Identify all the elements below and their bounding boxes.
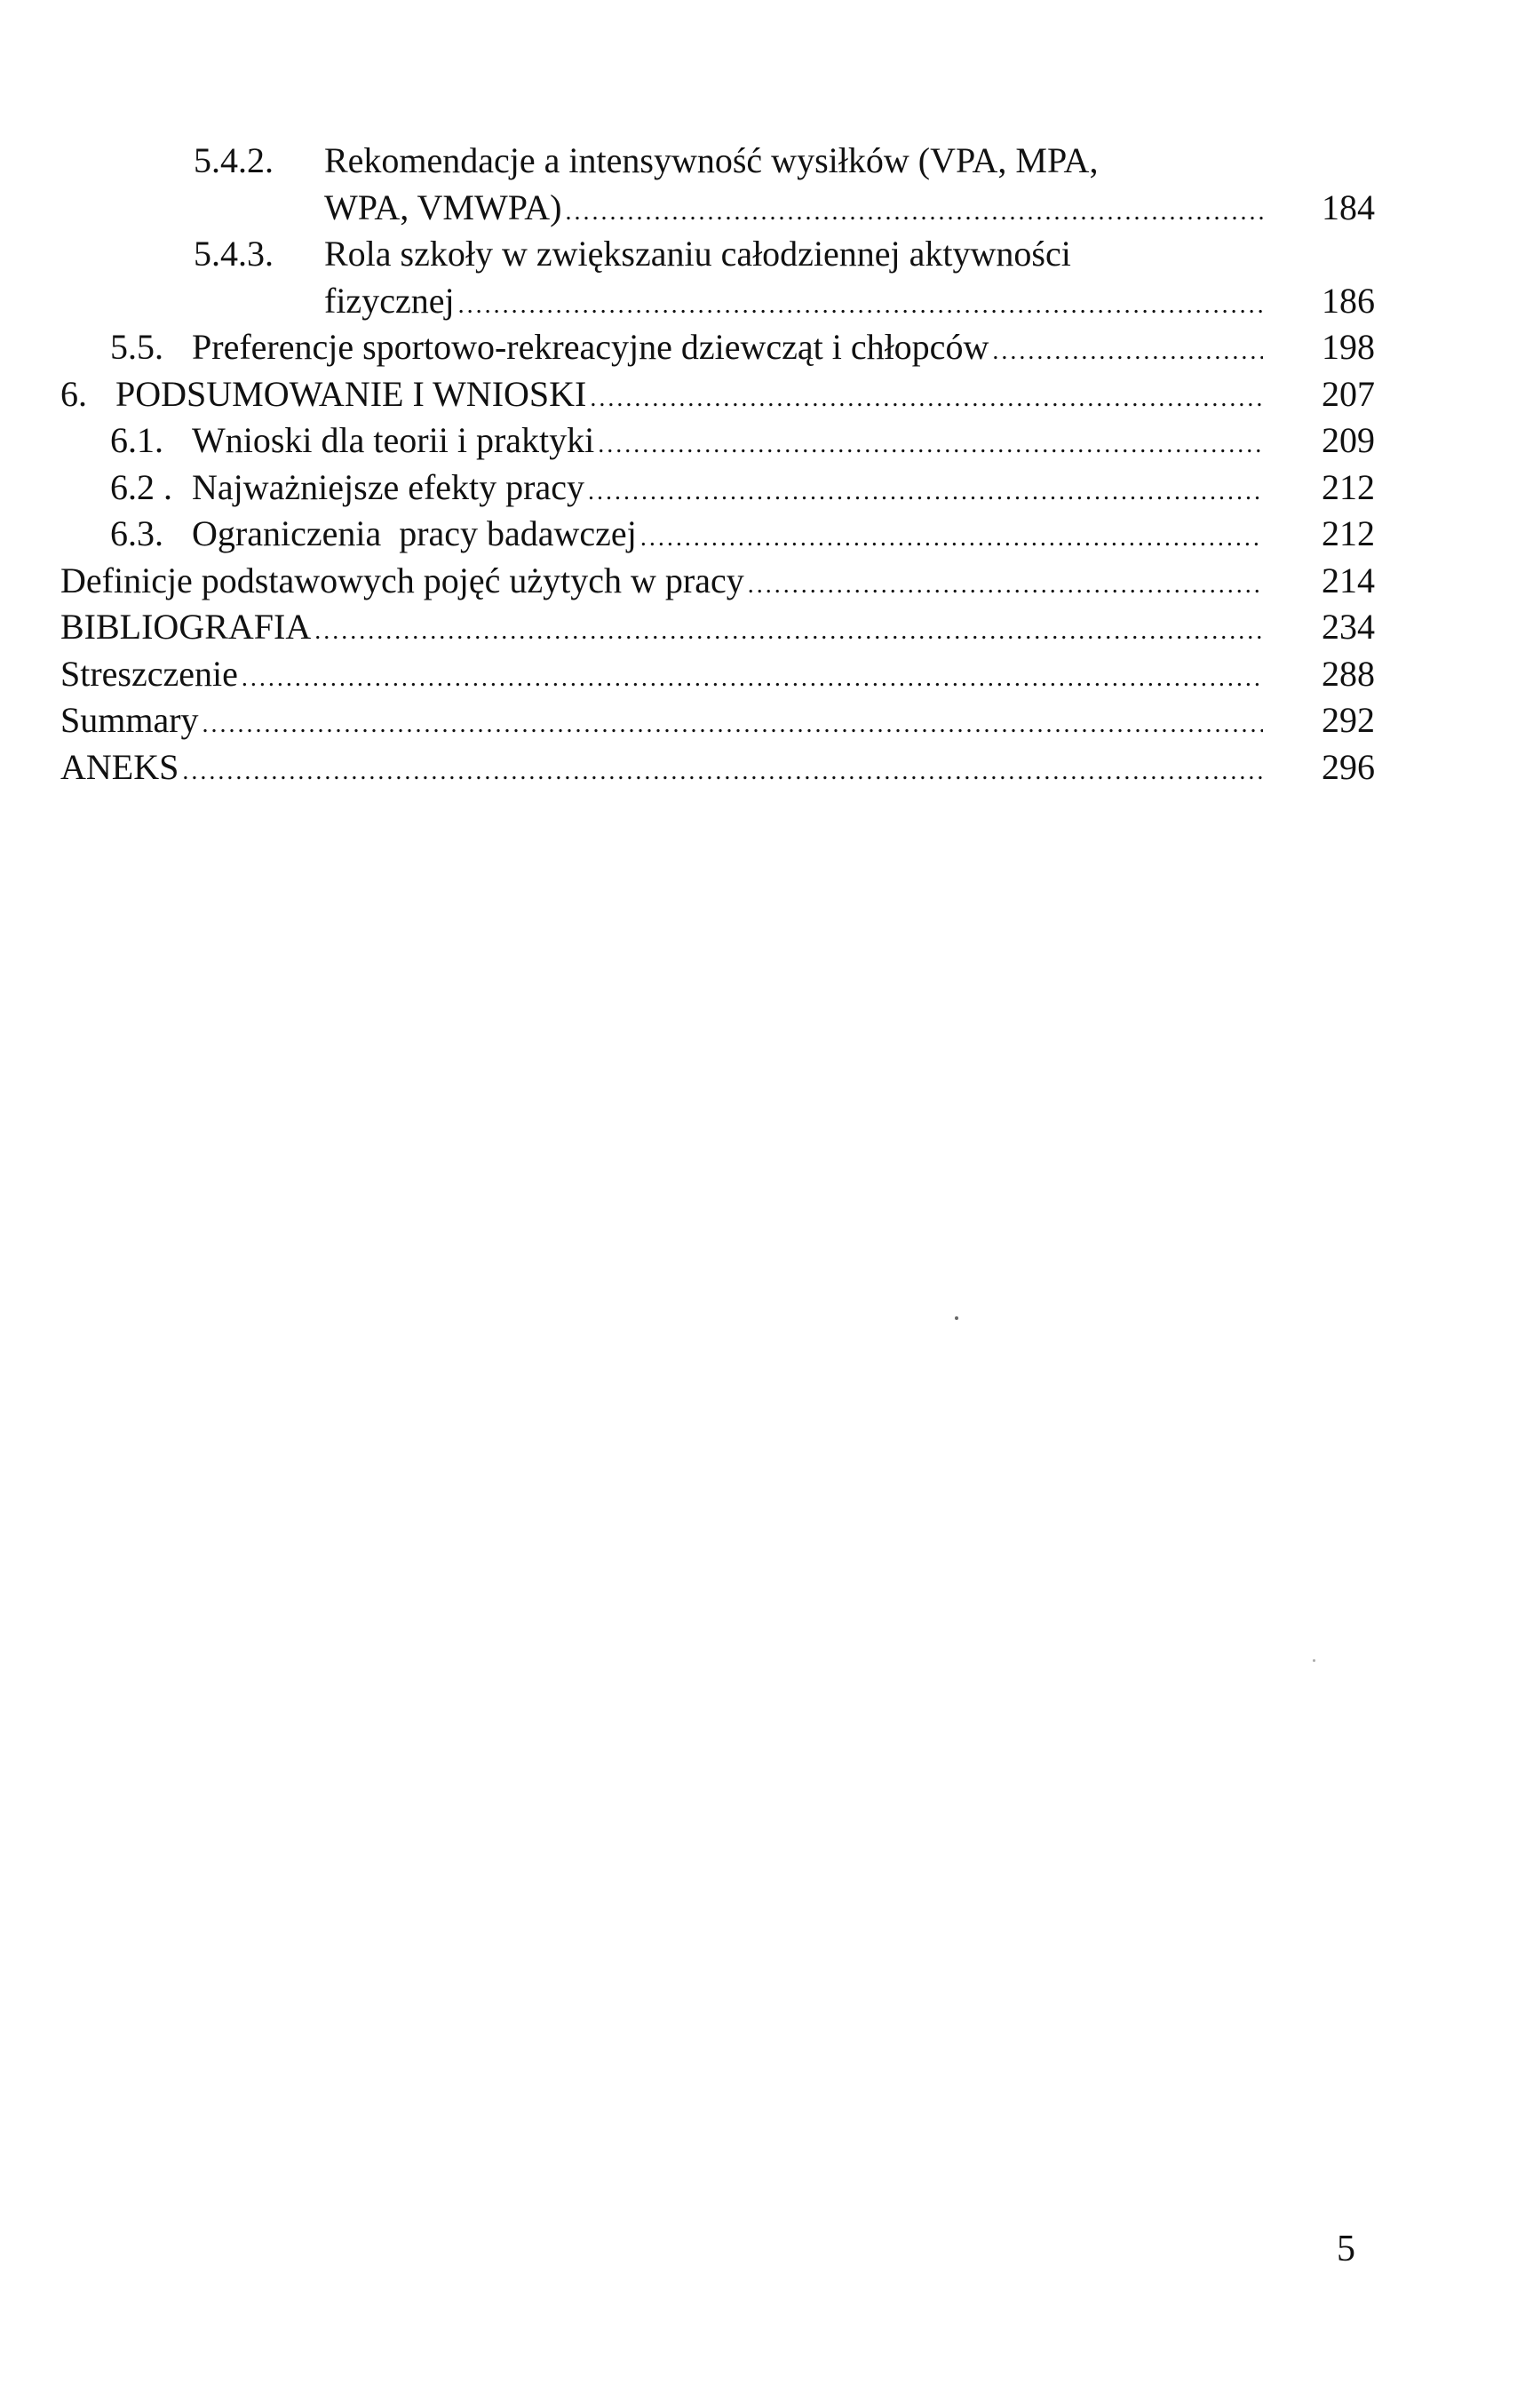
dot-leader [182, 749, 1263, 796]
toc-entry-title: Rola szkoły w zwiększaniu całodziennej aktywności [324, 234, 1071, 274]
toc-entry-page: 214 [1322, 560, 1375, 600]
toc-entry-bibliografia[interactable] [60, 604, 1375, 651]
page-number: 5 [1337, 2229, 1355, 2269]
toc-entry-page: 234 [1322, 607, 1375, 647]
toc-entry-title: fizycznej [324, 280, 455, 321]
toc-entry-title: Najważniejsze efekty pracy [192, 466, 584, 507]
toc-entry-title: Definicje podstawowych pojęć użytych w pracy [60, 560, 744, 600]
toc-entry-title: PODSUMOWANIE I WNIOSKI [115, 373, 587, 414]
toc-entry-number: 6.1. [110, 420, 163, 460]
toc-entry-title: BIBLIOGRAFIA [60, 607, 312, 647]
toc-entry-title: Preferencje sportowo-rekreacyjne dziewcząt i chłopców [192, 327, 989, 367]
toc-entry-page: 212 [1322, 466, 1375, 507]
toc-entry-page: 292 [1322, 700, 1375, 740]
scan-speck [955, 1316, 958, 1320]
toc-entry-page: 207 [1322, 373, 1375, 414]
toc-entry-title: Streszczenie [60, 653, 238, 694]
dot-leader [242, 656, 1263, 703]
toc-entry-number: 6.3. [110, 513, 163, 553]
toc-entry-6-2[interactable] [60, 465, 1375, 512]
toc-entry-title: WPA, VMWPA) [324, 187, 562, 227]
toc-entry-6[interactable] [60, 371, 1375, 418]
toc-entry-5-4-3-line2[interactable] [60, 278, 1375, 325]
dot-leader [992, 329, 1263, 376]
toc-entry-page: 186 [1322, 280, 1375, 321]
toc-entry-summary[interactable] [60, 697, 1375, 744]
toc-entry-number: 5.4.3. [194, 234, 274, 274]
toc-entry-number: 6.2 . [110, 466, 172, 507]
dot-leader [458, 282, 1263, 330]
toc-entry-5-5[interactable] [60, 324, 1375, 371]
toc-entry-title: ANEKS [60, 746, 179, 787]
toc-entry-aneks[interactable] [60, 744, 1375, 791]
dot-leader [640, 515, 1263, 562]
toc-entry-page: 212 [1322, 513, 1375, 553]
toc-entry-title: Rekomendacje a intensywność wysiłków (VPA, MPA, [324, 140, 1099, 180]
toc-entry-page: 296 [1322, 746, 1375, 787]
toc-entry-page: 184 [1322, 187, 1375, 227]
toc-entry-5-4-3-line1 [60, 231, 1375, 278]
toc-entry-5-4-2-line2[interactable] [60, 185, 1375, 232]
toc-entry-title: Summary [60, 700, 199, 740]
table-of-contents [60, 138, 1375, 791]
toc-entry-definicje[interactable] [60, 558, 1375, 605]
dot-leader [314, 608, 1263, 656]
toc-entry-page: 288 [1322, 653, 1375, 694]
dot-leader [590, 376, 1263, 423]
toc-entry-title: Wnioski dla teorii i praktyki [192, 420, 595, 460]
dot-leader [588, 469, 1263, 516]
toc-entry-6-3[interactable] [60, 511, 1375, 558]
toc-entry-number: 6. [60, 373, 87, 414]
toc-entry-streszczenie[interactable] [60, 651, 1375, 698]
dot-leader [203, 702, 1263, 749]
toc-entry-6-1[interactable] [60, 417, 1375, 465]
dot-leader [598, 422, 1263, 469]
toc-entry-title: Ograniczenia pracy badawczej [192, 513, 637, 553]
toc-entry-number: 5.5. [110, 327, 163, 367]
dot-leader [748, 562, 1263, 609]
dot-leader [565, 189, 1263, 236]
toc-entry-number: 5.4.2. [194, 140, 274, 180]
toc-entry-page: 198 [1322, 327, 1375, 367]
toc-entry-5-4-2-line1 [60, 138, 1375, 185]
scan-speck [1313, 1659, 1315, 1662]
toc-entry-page: 209 [1322, 420, 1375, 460]
